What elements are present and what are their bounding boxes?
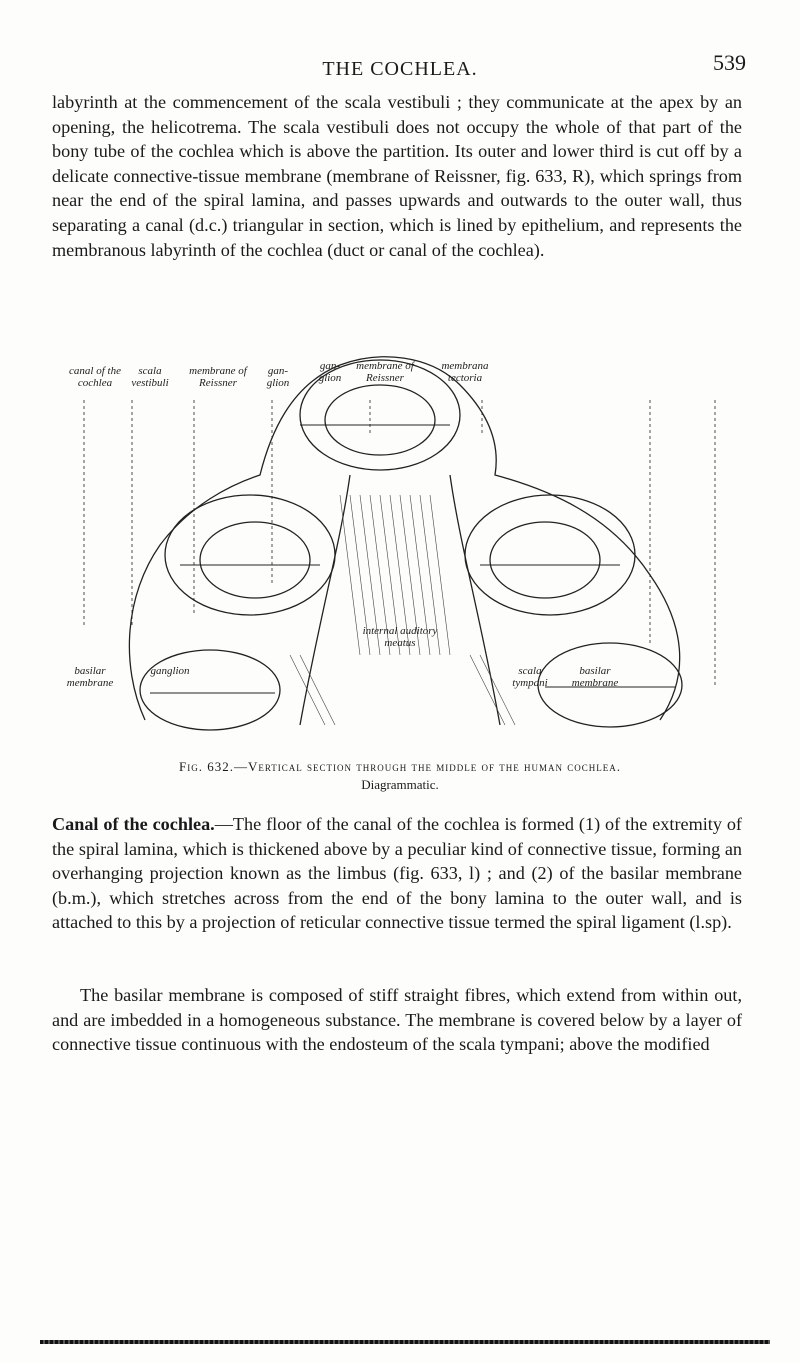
page-header <box>0 50 800 90</box>
label-basilar-membrane-right: basilar membrane <box>571 665 619 689</box>
label-canal-of-cochlea: canal of the cochlea <box>69 365 121 389</box>
section-heading: Canal of the cochlea. <box>52 814 215 834</box>
running-title: THE COCHLEA. <box>322 58 478 80</box>
page-number: 539 <box>713 50 746 75</box>
figure-caption <box>80 758 720 794</box>
label-internal-auditory-meatus: internal auditory meatus <box>362 625 438 649</box>
label-scala-vestibuli: scala vestibuli <box>131 365 169 389</box>
label-membrane-of-reissner-left: membrane of Reissner <box>189 365 247 389</box>
basal-turn-left <box>140 650 280 730</box>
label-ganglion-2: gan- glion <box>318 360 342 384</box>
cochlea-drawing <box>50 325 750 755</box>
label-ganglion-bottom: ganglion <box>150 665 190 677</box>
basilar-membrane-paragraph: The basilar membrane is composed of stiff straight fibres, which extend from within out, and are imbedded in a homogeneous substance. The membrane is covered below by a layer of connective tissue continuous with the endosteum of the scala tympani; above the modified <box>52 985 742 1055</box>
caption-title: Fig. 632.—Vertical section through the middle of the human cochlea. <box>178 759 622 774</box>
label-ganglion-1: gan- glion <box>266 365 290 389</box>
cochlea-figure <box>50 325 750 755</box>
label-membrane-of-reissner-right: membrane of Reissner <box>356 360 414 384</box>
label-scala-tympani: scala tympani <box>512 665 548 689</box>
label-membrana-tectoria: membrana tectoria <box>441 360 489 384</box>
intro-paragraph: labyrinth at the commencement of the scala vestibuli ; they communicate at the apex by an opening, the helicotrema. The scala vestibuli does not occupy the whole of that part of the bony tube of the cochlea which is above the partition. Its outer and lower third is cut off by a delicate connective-tissue membrane (membrane of Reissner, fig. 633, R), which springs from near the end of the spiral lamina, and passes upwards and outwards to the outer wall, thus separating a canal (d.c.) triangular in section, which is lined by epithelium, and represents the membranous labyrinth of the cochlea (duct or canal of the cochlea). <box>52 92 742 260</box>
caption-subtitle: Diagrammatic. <box>361 777 439 792</box>
label-basilar-membrane-left: basilar membrane <box>66 665 114 689</box>
bottom-rule <box>40 1340 770 1344</box>
modiolus <box>300 475 500 725</box>
section-paragraph-text: —The floor of the canal of the cochlea is formed (1) of the extremity of the spiral lamina, which is thickened above by a peculiar kind of connective tissue, forming an overhanging projection known as the limbus (fig. 633, l) ; and (2) of the basilar membrane (b.m.), which stretches across from the end of the bony lamina to the outer wall, and is attached to this by a projection of reticular connective tissue termed the spiral ligament (l.sp). <box>52 814 742 933</box>
section-paragraph <box>52 812 742 935</box>
